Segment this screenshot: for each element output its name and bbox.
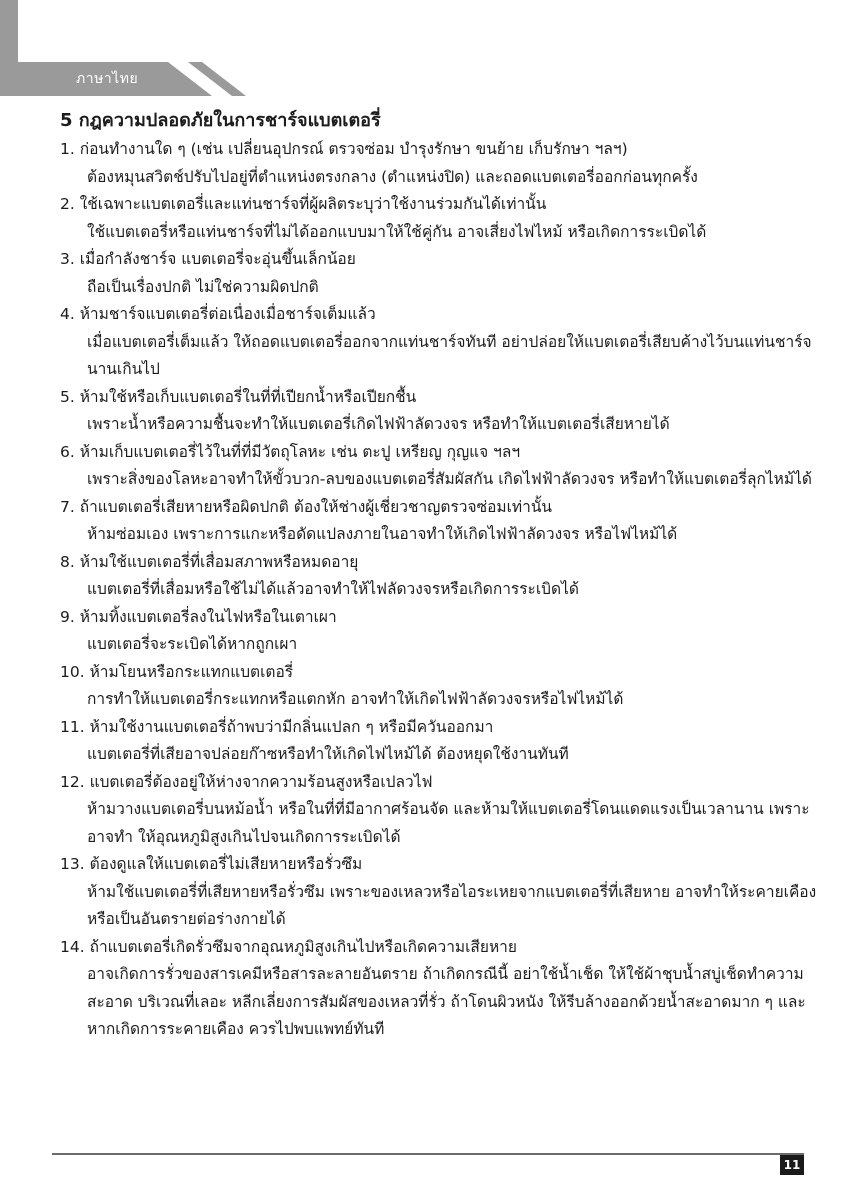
rule-title: 10. ห้ามโยนหรือกระแทกแบตเตอรี่ xyxy=(60,662,294,681)
rule-description: ต้องหมุนสวิตช์ปรับไปอยู่ที่ตำแหน่งตรงกลาง (ตำแหน่งปิด) และถอดแบตเตอรี่ออกก่อนทุกครั้ง xyxy=(87,167,698,186)
rules-list xyxy=(60,136,820,1044)
rule-title: 4. ห้ามชาร์จแบตเตอรี่ต่อเนื่องเมื่อชาร์จเต็มแล้ว xyxy=(60,305,376,323)
rule-description: การทำให้แบตเตอรี่กระแทกหรือแตกหัก อาจทำให้เกิดไฟฟ้าลัดวงจรหรือไฟไหม้ได้ xyxy=(87,690,624,708)
rule-description: แบตเตอรี่จะระเบิดได้หากถูกเผา xyxy=(87,635,298,653)
safety-rules-section xyxy=(60,108,820,1044)
rule-item xyxy=(60,301,820,384)
rule-item xyxy=(60,191,820,246)
footer-divider xyxy=(52,1153,804,1155)
rule-item xyxy=(60,549,820,604)
rule-description: ถือเป็นเรื่องปกติ ไม่ใช่ความผิดปกติ xyxy=(87,277,319,296)
rule-title: 9. ห้ามทิ้งแบตเตอรี่ลงในไฟหรือในเตาเผา xyxy=(60,607,337,626)
rule-description: เพราะน้ำหรือความชื้นจะทำให้แบตเตอรี่เกิดไฟฟ้าลัดวงจร หรือทำให้แบตเตอรี่เสียหายได้ xyxy=(87,415,670,433)
rule-description: ห้ามใช้แบตเตอรี่ที่เสียหายหรือรั่วซึม เพราะของเหลวหรือไอระเหยจากแบตเตอรี่ที่เสียหาย อาจทำให้ระคายเคืองหรือเป็นอันตรายต่อร่างกายได้ xyxy=(87,882,817,928)
rule-item xyxy=(60,714,820,769)
rule-item xyxy=(60,851,820,934)
section-heading: 5 กฎความปลอดภัยในการชาร์จแบตเตอรี่ xyxy=(60,110,381,131)
rule-title: 11. ห้ามใช้งานแบตเตอรี่ถ้าพบว่ามีกลิ่นแปลก ๆ หรือมีควันออกมา xyxy=(60,717,494,736)
rule-title: 5. ห้ามใช้หรือเก็บแบตเตอรี่ในที่ที่เปียกน้ำหรือเปียกชื้น xyxy=(60,387,417,406)
rule-item xyxy=(60,604,820,659)
rule-title: 2. ใช้เฉพาะแบตเตอรี่และแท่นชาร์จที่ผู้ผลิตระบุว่าใช้งานร่วมกันได้เท่านั้น xyxy=(60,195,547,213)
rule-item xyxy=(60,246,820,301)
rule-description: อาจเกิดการรั่วของสารเคมีหรือสารละลายอันตราย ถ้าเกิดกรณีนี้ อย่าใช้น้ำเช็ด ให้ใช้ผ้าชุบน้ำสบู่เช็ดทำความสะอาด บริเวณที่เลอะ หลีกเลี่ยงการสัมผัสของเหลวที่รั่ว ถ้าโดนผิวหนัง ให้รีบล้างออกด้วยน้ำสะอาดมาก ๆ และหากเกิดการระคายเคือง ควรไปพบแพทย์ทันที xyxy=(87,965,806,1038)
rule-item xyxy=(60,769,820,852)
rule-title: 3. เมื่อกำลังชาร์จ แบตเตอรี่จะอุ่นขึ้นเล็กน้อย xyxy=(60,250,356,268)
rule-item xyxy=(60,384,820,439)
rule-description: เมื่อแบตเตอรี่เต็มแล้ว ให้ถอดแบตเตอรี่ออกจากแท่นชาร์จทันที อย่าปล่อยให้แบตเตอรี่เสียบค้างไว้บนแท่นชาร์จนานเกินไป xyxy=(87,332,812,378)
rule-title: 12. แบตเตอรี่ต้องอยู่ให้ห่างจากความร้อนสูงหรือเปลวไฟ xyxy=(60,772,433,791)
rule-title: 7. ถ้าแบตเตอรี่เสียหายหรือผิดปกติ ต้องให้ช่างผู้เชี่ยวชาญตรวจซ่อมเท่านั้น xyxy=(60,497,553,516)
rule-description: แบตเตอรี่ที่เสื่อมหรือใช้ไม่ได้แล้วอาจทำให้ไฟลัดวงจรหรือเกิดการระเบิดได้ xyxy=(87,580,579,598)
rule-item xyxy=(60,494,820,549)
rule-description: ใช้แบตเตอรี่หรือแท่นชาร์จที่ไม่ได้ออกแบบมาให้ใช้คู่กัน อาจเสี่ยงไฟไหม้ หรือเกิดการระเบิดได้ xyxy=(87,222,707,241)
language-label: ภาษาไทย xyxy=(76,71,139,87)
rule-title: 1. ก่อนทำงานใด ๆ (เช่น เปลี่ยนอุปกรณ์ ตรวจซ่อม บำรุงรักษา ขนย้าย เก็บรักษา ฯลฯ) xyxy=(60,140,628,158)
rule-description: แบตเตอรี่ที่เสียอาจปล่อยก๊าซหรือทำให้เกิดไฟไหม้ได้ ต้องหยุดใช้งานทันที xyxy=(87,745,569,763)
rule-item xyxy=(60,439,820,494)
rule-item xyxy=(60,659,820,714)
rule-item xyxy=(60,136,820,191)
rule-description: ห้ามวางแบตเตอรี่บนหม้อน้ำ หรือในที่ที่มีอากาศร้อนจัด และห้ามให้แบตเตอรี่โดนแดดแรงเป็นเวลานาน เพราะอาจทำ ให้อุณหภูมิสูงเกินไปจนเกิดการระเบิดได้ xyxy=(87,800,810,846)
rule-item xyxy=(60,934,820,1044)
rule-title: 8. ห้ามใช้แบตเตอรี่ที่เสื่อมสภาพหรือหมดอายุ xyxy=(60,552,359,571)
rule-title: 13. ต้องดูแลให้แบตเตอรี่ไม่เสียหายหรือรั่วซึม xyxy=(60,855,363,873)
rule-description: ห้ามซ่อมเอง เพราะการแกะหรือดัดแปลงภายในอาจทำให้เกิดไฟฟ้าลัดวงจร หรือไฟไหม้ได้ xyxy=(87,525,678,543)
rule-title: 6. ห้ามเก็บแบตเตอรี่ไว้ในที่ที่มีวัตถุโลหะ เช่น ตะปู เหรียญ กุญแจ ฯลฯ xyxy=(60,442,521,461)
rule-title: 14. ถ้าแบตเตอรี่เกิดรั่วซึมจากอุณหภูมิสูงเกินไปหรือเกิดความเสียหาย xyxy=(60,937,517,956)
page-number: 11 xyxy=(780,1155,804,1175)
rule-description: เพราะสิ่งของโลหะอาจทำให้ขั้วบวก-ลบของแบตเตอรี่สัมผัสกัน เกิดไฟฟ้าลัดวงจร หรือทำให้แบตเตอรี่ลุกไหม้ได้ xyxy=(87,470,812,488)
